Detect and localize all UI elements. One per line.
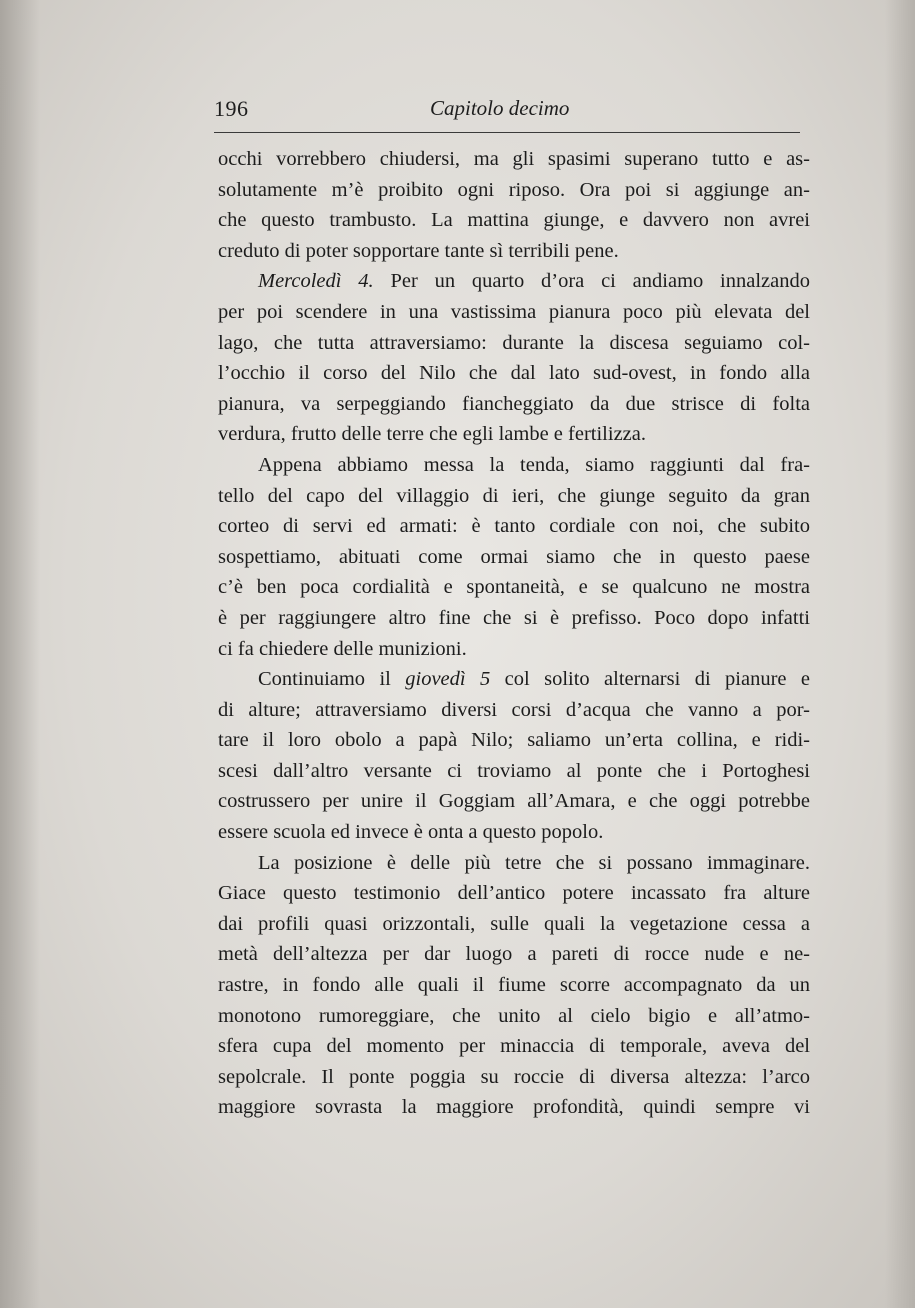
text-line: Appena abbiamo messa la tenda, siamo raggiunti dal fra-: [258, 453, 810, 476]
text-line: La posizione è delle più tetre che si possano immaginare.: [258, 851, 810, 874]
text-line: l’occhio il corso del Nilo che dal lato sud-ovest, in fondo alla: [218, 362, 810, 385]
page-edge-shadow: [885, 0, 915, 1308]
text-line: lago, che tutta attraversiamo: durante la discesa seguiamo col-: [218, 331, 810, 354]
date-label: Mercoledì 4.: [258, 270, 374, 293]
text-line-content: col solito alternarsi di pianure e: [490, 668, 810, 691]
text-line: maggiore sovrasta la maggiore profondità, quindi sempre vi: [218, 1096, 810, 1119]
text-line: è per raggiungere altro fine che si è prefisso. Poco dopo infatti: [218, 606, 810, 629]
paragraph: [218, 450, 810, 664]
text-line: costrussero per unire il Goggiam all’Amara, e che oggi potrebbe: [218, 790, 810, 813]
text-line: metà dell’altezza per dar luogo a pareti di rocce nude e ne-: [218, 943, 810, 966]
text-line: c’è ben poca cordialità e spontaneità, e se qualcuno ne mostra: [218, 576, 810, 599]
text-line: occhi vorrebbero chiudersi, ma gli spasimi superano tutto e as-: [218, 148, 810, 170]
text-line: [218, 266, 810, 297]
text-line: dai profili quasi orizzontali, sulle quali la vegetazione cessa a: [218, 912, 810, 935]
text-line: Giace questo testimonio dell’antico potere incassato fra alture: [218, 882, 810, 905]
text-line: creduto di poter sopportare tante sì terribili pene.: [218, 239, 619, 262]
text-line: rastre, in fondo alle quali il fiume scorre accompagnato da un: [218, 974, 810, 997]
text-line-lead: Continuiamo il: [258, 668, 406, 691]
text-line: verdura, frutto delle terre che egli lambe e fertilizza.: [218, 423, 646, 446]
text-line: tello del capo del villaggio di ieri, che giunge seguito da gran: [218, 484, 810, 507]
text-line: sfera cupa del momento per minaccia di temporale, aveva del: [218, 1035, 810, 1058]
text-line: sepolcrale. Il ponte poggia su roccie di diversa altezza: l’arco: [218, 1065, 810, 1088]
paragraph: [218, 848, 810, 1123]
paragraph: [218, 664, 810, 848]
paragraph: [218, 266, 810, 450]
running-header: [214, 96, 800, 126]
text-line: tare il loro obolo a papà Nilo; saliamo un’erta collina, e ridi-: [218, 729, 810, 752]
text-line-content: Per un quarto d’ora ci andiamo innalzando: [373, 270, 810, 293]
text-line: ci fa chiedere delle munizioni.: [218, 637, 467, 660]
text-line: scesi dall’altro versante ci troviamo al ponte che i Portoghesi: [218, 759, 810, 782]
text-line: di alture; attraversiamo diversi corsi d’acqua che vanno a por-: [218, 698, 810, 721]
body-text: [218, 144, 810, 1123]
text-line: monotono rumoreggiare, che unito al cielo bigio e all’atmo-: [218, 1004, 810, 1027]
page-gutter-shadow: [0, 0, 40, 1308]
text-line: per poi scendere in una vastissima pianura poco più elevata del: [218, 300, 810, 323]
text-line: pianura, va serpeggiando fiancheggiato da due strisce di folta: [218, 392, 810, 415]
text-line: solutamente m’è proibito ogni riposo. Ora poi si aggiunge an-: [218, 178, 810, 201]
text-line: essere scuola ed invece è onta a questo popolo.: [218, 821, 604, 844]
header-rule: [214, 132, 800, 133]
text-line: sospettiamo, abituati come ormai siamo che in questo paese: [218, 545, 810, 568]
text-line: corteo di servi ed armati: è tanto cordiale con noi, che subito: [218, 515, 810, 538]
page-number: 196: [214, 96, 249, 121]
chapter-title: Capitolo decimo: [430, 96, 570, 120]
paragraph: [218, 144, 810, 266]
text-line: che questo trambusto. La mattina giunge, e davvero non avrei: [218, 209, 810, 232]
date-label: giovedì 5: [405, 668, 491, 691]
text-line: [218, 664, 810, 695]
